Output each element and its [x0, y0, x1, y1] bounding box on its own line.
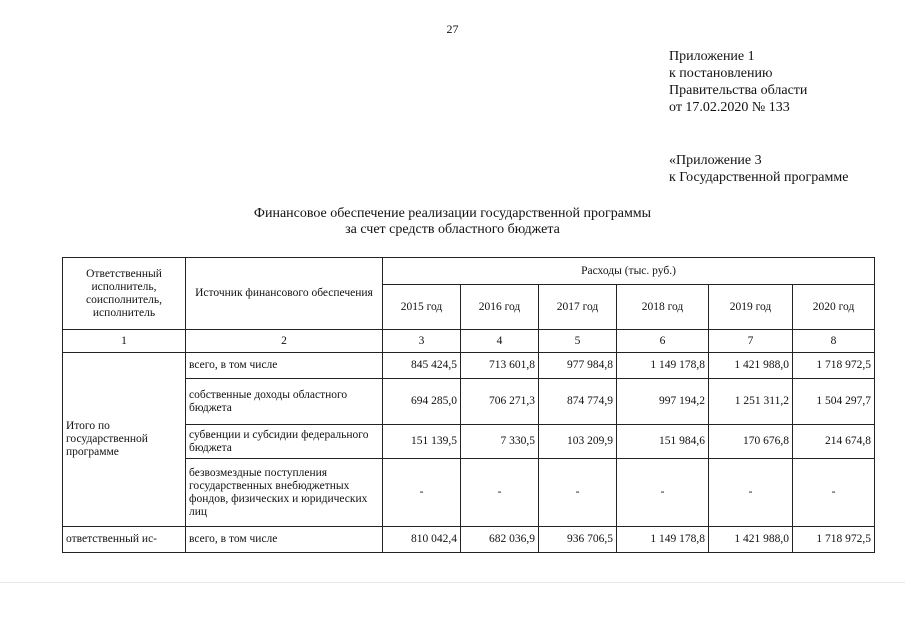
column-number: 7 — [709, 330, 793, 353]
column-number: 8 — [793, 330, 875, 353]
value-cell: - — [793, 459, 875, 527]
value-cell: - — [617, 459, 709, 527]
source-cell: безвозмездные поступления государственных внебюджетных фондов, физических и юридических лиц — [186, 459, 383, 527]
value-cell: 1 718 972,5 — [793, 353, 875, 379]
value-cell: 170 676,8 — [709, 425, 793, 459]
header-row — [63, 258, 875, 285]
value-cell: 103 209,9 — [539, 425, 617, 459]
header-executor: Ответственный исполнитель, соисполнитель, исполнитель — [63, 258, 186, 330]
value-cell: - — [461, 459, 539, 527]
column-number-row — [63, 330, 875, 353]
document-title — [0, 206, 905, 238]
column-number: 6 — [617, 330, 709, 353]
appendix-line: к постановлению — [669, 66, 773, 81]
header-year: 2016 год — [461, 285, 539, 330]
value-cell: 214 674,8 — [793, 425, 875, 459]
value-cell: - — [383, 459, 461, 527]
value-cell: 810 042,4 — [383, 527, 461, 553]
header-year: 2019 год — [709, 285, 793, 330]
appendix-block — [669, 48, 807, 116]
value-cell: 1 421 988,0 — [709, 353, 793, 379]
title-line: за счет средств областного бюджета — [345, 222, 560, 237]
value-cell: 1 251 311,2 — [709, 379, 793, 425]
value-cell: 997 194,2 — [617, 379, 709, 425]
appendix-block-2 — [669, 152, 848, 186]
column-number: 3 — [383, 330, 461, 353]
value-cell: 1 149 178,8 — [617, 353, 709, 379]
value-cell: 874 774,9 — [539, 379, 617, 425]
source-cell: всего, в том числе — [186, 527, 383, 553]
title-line: Финансовое обеспечение реализации государственной программы — [253, 206, 652, 221]
value-cell: 694 285,0 — [383, 379, 461, 425]
value-cell: 1 421 988,0 — [709, 527, 793, 553]
value-cell: 845 424,5 — [383, 353, 461, 379]
column-number: 5 — [539, 330, 617, 353]
header-year: 2018 год — [617, 285, 709, 330]
header-expenses: Расходы (тыс. руб.) — [383, 258, 875, 285]
value-cell: 713 601,8 — [461, 353, 539, 379]
value-cell: 936 706,5 — [539, 527, 617, 553]
value-cell: 7 330,5 — [461, 425, 539, 459]
appendix-line: к Государственной программе — [669, 170, 849, 185]
column-number: 1 — [63, 330, 186, 353]
header-source: Источник финансового обеспечения — [186, 258, 383, 330]
value-cell: 682 036,9 — [461, 527, 539, 553]
value-cell: 1 149 178,8 — [617, 527, 709, 553]
executor-cell: Итого по государственной программе — [63, 353, 186, 527]
value-cell: - — [709, 459, 793, 527]
table-row — [63, 527, 875, 553]
appendix-line: Правительства области — [669, 83, 808, 98]
value-cell: 706 271,3 — [461, 379, 539, 425]
column-number: 4 — [461, 330, 539, 353]
source-cell: собственные доходы областного бюджета — [186, 379, 383, 425]
page-number: 27 — [446, 22, 459, 36]
table-row — [63, 353, 875, 379]
source-cell: субвенции и субсидии федерального бюджета — [186, 425, 383, 459]
scan-edge-divider — [0, 582, 905, 583]
value-cell: - — [539, 459, 617, 527]
appendix-line: от 17.02.2020 № 133 — [669, 100, 790, 115]
appendix-line: «Приложение 3 — [669, 153, 762, 168]
header-year: 2015 год — [383, 285, 461, 330]
executor-cell: ответственный ис- — [63, 527, 186, 553]
value-cell: 151 984,6 — [617, 425, 709, 459]
column-number: 2 — [186, 330, 383, 353]
value-cell: 1 504 297,7 — [793, 379, 875, 425]
header-year: 2020 год — [793, 285, 875, 330]
value-cell: 977 984,8 — [539, 353, 617, 379]
appendix-line: Приложение 1 — [669, 49, 755, 64]
source-cell: всего, в том числе — [186, 353, 383, 379]
header-year: 2017 год — [539, 285, 617, 330]
value-cell: 1 718 972,5 — [793, 527, 875, 553]
financing-table — [62, 257, 875, 553]
value-cell: 151 139,5 — [383, 425, 461, 459]
